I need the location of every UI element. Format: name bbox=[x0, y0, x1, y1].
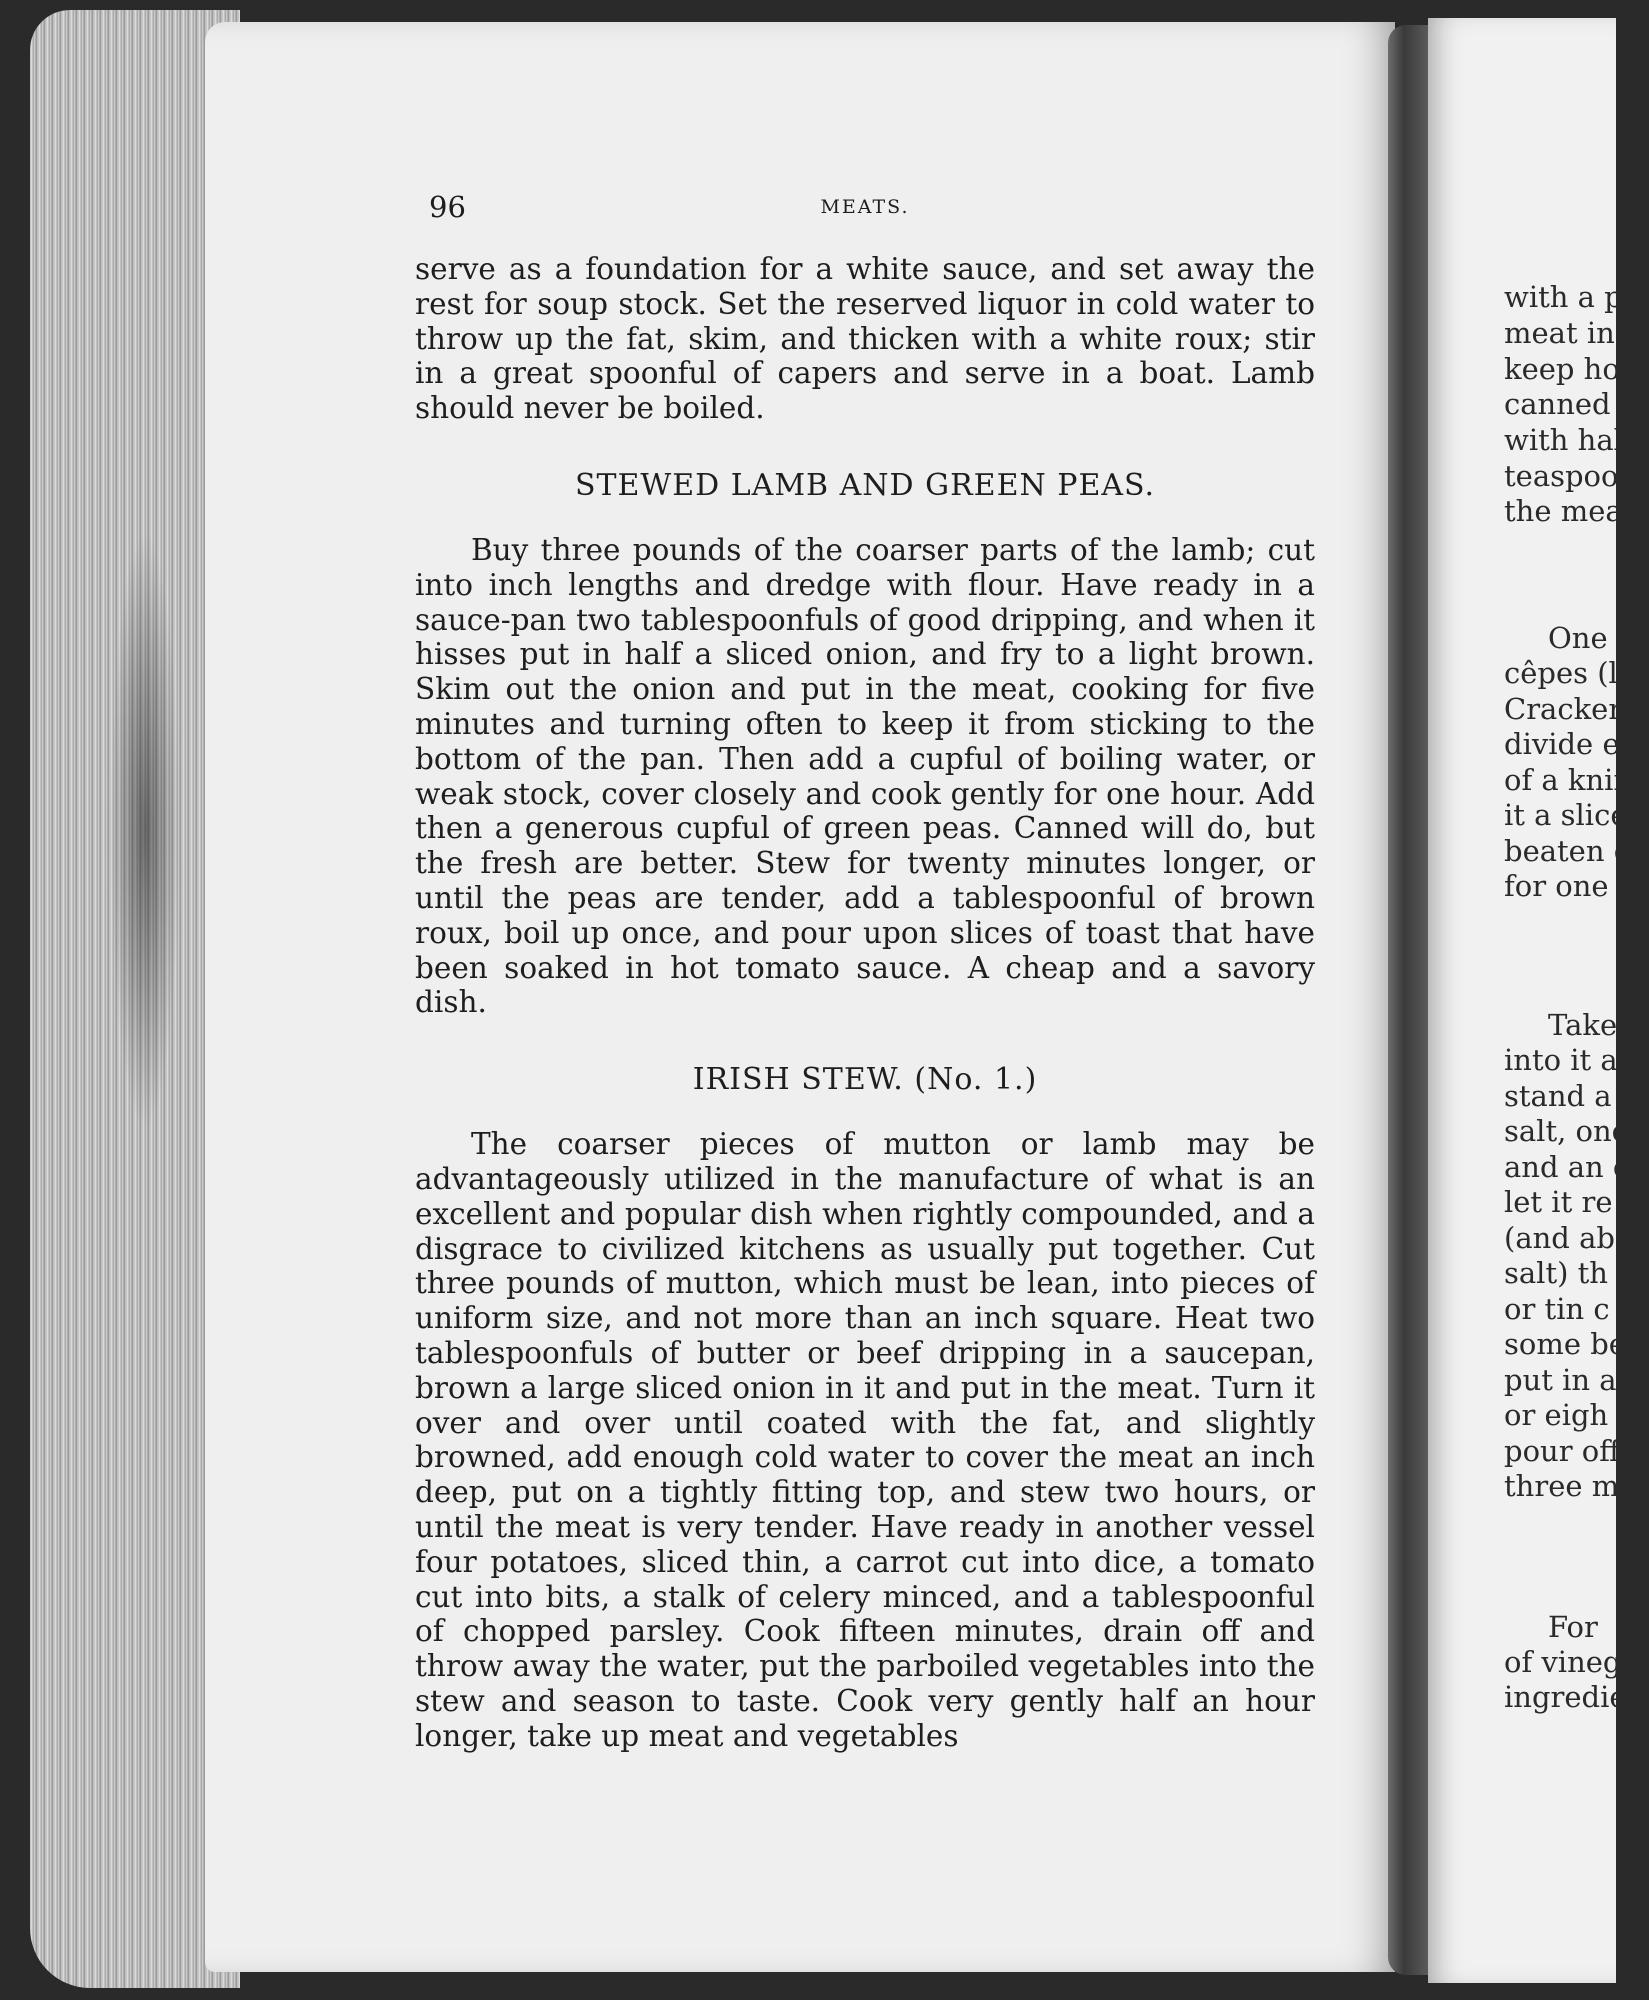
section-heading: IRISH STEW. (No. 1.) bbox=[692, 1062, 1038, 1098]
right-page-line: cêpes (l bbox=[1504, 656, 1618, 690]
page-header bbox=[415, 190, 1315, 234]
right-page bbox=[1428, 18, 1649, 1983]
right-page-line: One c bbox=[1548, 621, 1634, 655]
right-page-line: let it re bbox=[1504, 1185, 1613, 1219]
left-page-text bbox=[415, 190, 1315, 1753]
right-page-line: of vineg bbox=[1504, 1645, 1622, 1679]
right-page-line: of a knif bbox=[1504, 763, 1625, 797]
right-page-line: it a slice bbox=[1504, 798, 1628, 832]
right-page-line: with a p bbox=[1504, 280, 1623, 314]
right-page-line: (and abo bbox=[1504, 1221, 1633, 1255]
book-gutter bbox=[1388, 25, 1428, 1975]
right-page-line: some be bbox=[1504, 1327, 1626, 1361]
right-page-line: beaten eg bbox=[1504, 834, 1649, 868]
right-page-line: into it a bbox=[1504, 1043, 1618, 1077]
right-page-line: put in a bbox=[1504, 1363, 1617, 1397]
right-page-line: for one l bbox=[1504, 869, 1628, 903]
right-page-line: salt, one bbox=[1504, 1114, 1629, 1148]
right-page-line: or tin c bbox=[1504, 1292, 1610, 1326]
right-page-line: teaspoon bbox=[1504, 459, 1638, 493]
right-page-line: ingredie bbox=[1504, 1680, 1627, 1714]
right-page-line: salt) th bbox=[1504, 1256, 1608, 1290]
right-page-line: For bbox=[1548, 1610, 1598, 1644]
right-page-line: pour off bbox=[1504, 1434, 1620, 1468]
right-page-line: divide ea bbox=[1504, 727, 1637, 761]
continuation-paragraph: serve as a foundation for a white sauce, and set away the rest for soup stock. Set the reserved liquor in cold water to throw up the fat, skim, and thicken with a white roux; stir in a great spoonful of capers and serve in a boat. Lamb should never be boiled. bbox=[415, 252, 1315, 426]
section-heading: STEWED LAMB AND GREEN PEAS. bbox=[574, 467, 1156, 503]
right-page-line: Take bbox=[1548, 1008, 1618, 1042]
running-head: MEATS. bbox=[820, 196, 910, 218]
page-number: 96 bbox=[429, 190, 466, 224]
right-page-line: or eigh bbox=[1504, 1398, 1609, 1432]
right-page-line: stand a bbox=[1504, 1079, 1612, 1113]
section-body: The coarser pieces of mutton or lamb may be advantageously utilized in the manufacture of what is an excellent and popular dish when rightly compounded, and a disgrace to civilized kitchens as usually put together. Cut three pounds of mutton, which must be lean, into pieces of uniform size, and not more than an inch square. Heat two tablespoonfuls of butter or beef dripping in a saucepan, brown a large sliced onion in it and put in the meat. Turn it over and over until coated with the fat, and slightly browned, add enough cold water to cover the meat an inch deep, put on a tightly fitting top, and stew two hours, or until the meat is very tender. Have ready in another vessel four potatoes, sliced thin, a carrot cut into dice, a tomato cut into bits, a stalk of celery minced, and a tablespoonful of chopped parsley. Cook fifteen minutes, drain off and throw away the water, put the parboiled vegetables into the stew and season to taste. Cook very gently half an hour longer, take up meat and vegetables bbox=[415, 1127, 1315, 1753]
right-page-line: canned c bbox=[1504, 387, 1637, 421]
right-page-line: Cracker- bbox=[1504, 692, 1632, 726]
right-page-line: and an c bbox=[1504, 1150, 1630, 1184]
section-body: Buy three pounds of the coarser parts of the lamb; cut into inch lengths and dredge with flour. Have ready in a sauce-pan two tablespoonfuls of good dripping, and when it hisses put in half a sliced onion, and fry to a light brown. Skim out the onion and put in the meat, cooking for five minutes and turning often to keep it from sticking to the bottom of the pan. Then add a cupful of boiling water, or weak stock, cover closely and cook gently for one hour. Add then a generous cupful of green peas. Canned will do, but the fresh are better. Stew for twenty minutes longer, or until the peas are tender, add a tablespoonful of brown roux, boil up once, and pour upon slices of toast that have been soaked in hot tomato sauce. A cheap and a savory dish. bbox=[415, 532, 1315, 1020]
right-page-line: keep hot bbox=[1504, 352, 1632, 386]
right-page-line: the meat bbox=[1504, 494, 1635, 528]
right-page-line: three m bbox=[1504, 1469, 1620, 1503]
right-page-line: with hal bbox=[1504, 423, 1623, 457]
right-page-line: meat in bbox=[1504, 316, 1615, 350]
